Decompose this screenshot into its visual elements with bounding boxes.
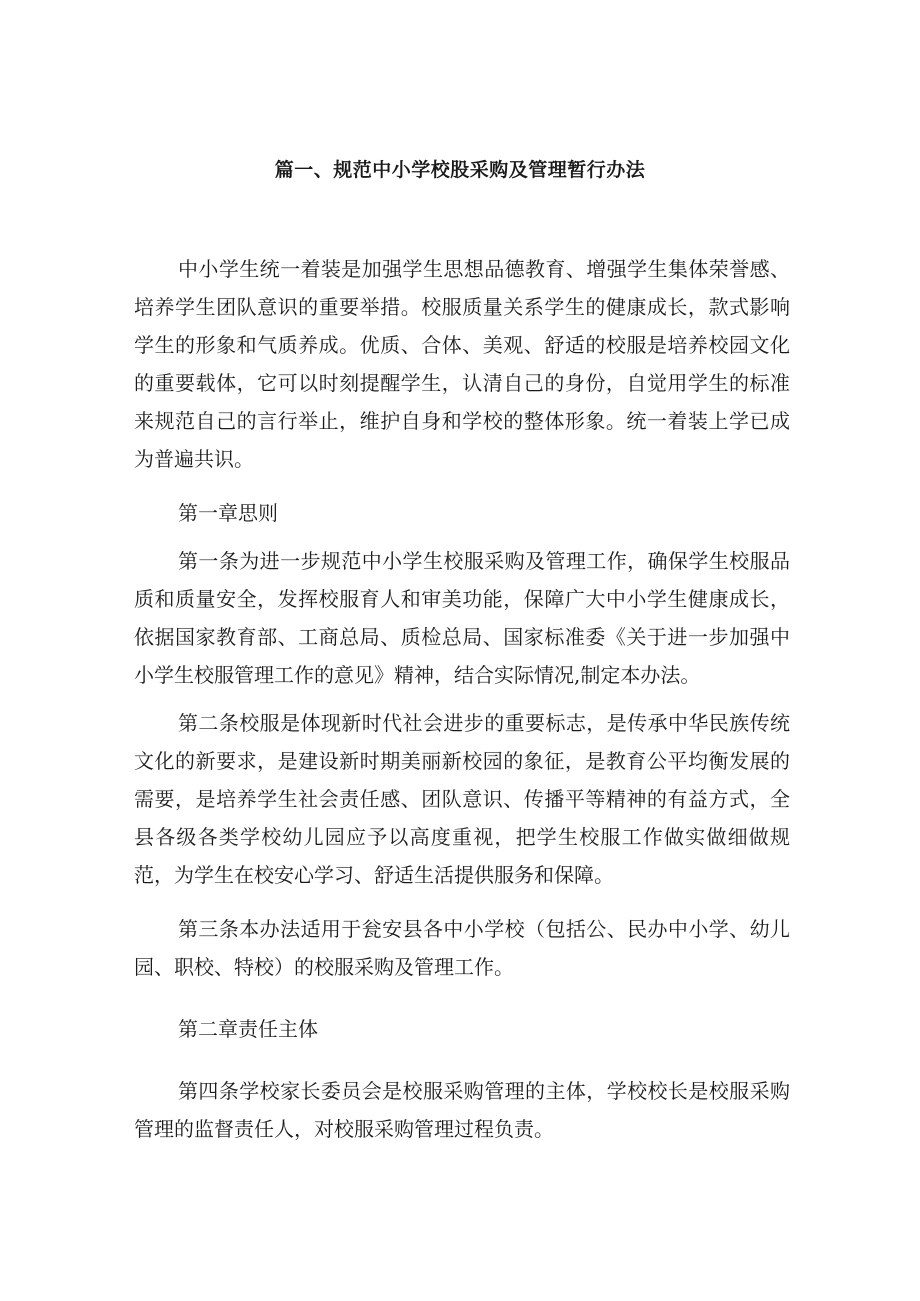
- document-title: 篇一、规范中小学校股采购及管理暂行办法: [274, 159, 646, 181]
- chapter-two-heading: 第二章责任主体: [178, 1017, 318, 1041]
- article-one-paragraph: 第一条为进一步规范中小学生校服采购及管理工作，确保学生校服品质和质量安全，发挥校服育人和审美功能，保障广大中小学生健康成长，依据国家教育部、工商总局、质检总局、国家标准委《关于进一步加强中小学生校服管理工作的意见》精神，结合实际情况,制定本办法。: [134, 549, 790, 687]
- article-four-paragraph: 第四条学校家长委员会是校服采购管理的主体，学校校长是校服采购管理的监督责任人，对校服采购管理过程负责。: [134, 1079, 790, 1141]
- article-two-paragraph: 第二条校服是体现新时代社会进步的重要标志，是传承中华民族传统文化的新要求，是建设新时期美丽新校园的象征，是教育公平均衡发展的需要，是培养学生社会责任感、团队意识、传播平等精神的有益方式，全县各级各类学校幼儿园应予以高度重视，把学生校服工作做实做细做规范，为学生在校安心学习、舒适生活提供服务和保障。: [134, 711, 790, 887]
- article-three-paragraph: 第三条本办法适用于瓮安县各中小学校（包括公、民办中小学、幼儿园、职校、特校）的校服采购及管理工作。: [134, 917, 790, 979]
- document-body: [134, 250, 790, 1148]
- intro-paragraph: 中小学生统一着装是加强学生思想品德教育、增强学生集体荣誉感、培养学生团队意识的重要举措。校服质量关系学生的健康成长，款式影响学生的形象和气质养成。优质、合体、美观、舒适的校服是培养校园文化的重要载体，它可以时刻提醒学生，认清自己的身份，自觉用学生的标准来规范自己的言行举止，维护自身和学校的整体形象。统一着装上学已成为普遍共识。: [134, 257, 790, 471]
- chapter-one-heading: 第一章思则: [178, 501, 278, 525]
